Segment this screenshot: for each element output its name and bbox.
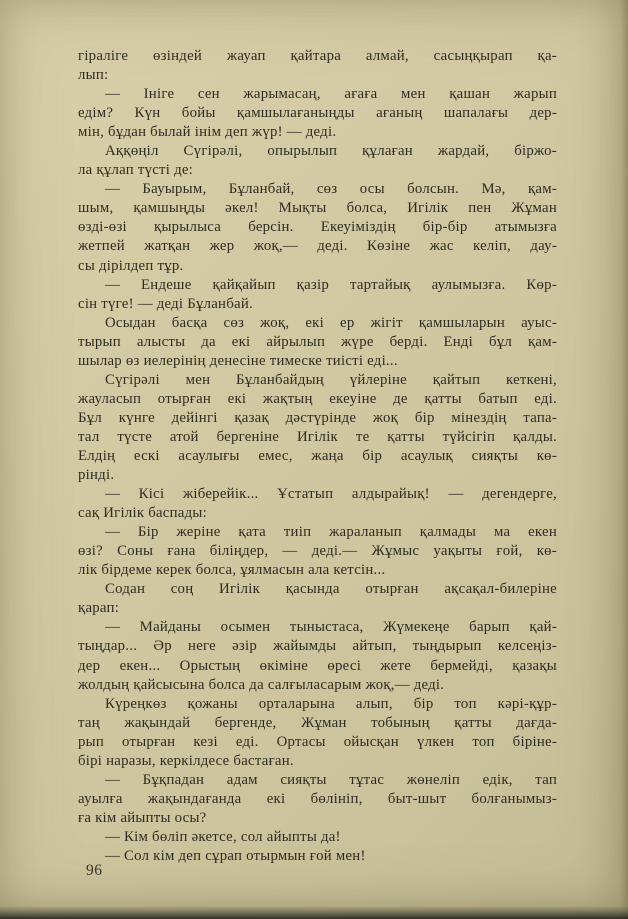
text-line: тырып алысты да екі айрылып жүре берді. Енді бұл қам-	[78, 333, 557, 350]
text-line: өзі? Соны ғана біліңдер, — деді.— Жұмыс уақыты ғой, кө-	[78, 543, 557, 560]
text-line: Елдің ескі асаулығы емес, жаңа бір асаулық сияқты кө-	[78, 447, 557, 464]
page-number: 96	[86, 862, 103, 879]
text-line: Осыдан басқа сөз жоқ, екі ер жігіт қамшыларын ауыс-	[105, 314, 557, 331]
text-line: Бұл күнге дейінгі қазақ дәстүрінде жоқ бір мінездің тапа-	[78, 409, 557, 426]
text-line: ла құлап түсті де:	[78, 162, 194, 179]
text-line: лып:	[78, 67, 109, 84]
text-line: сы дірілдеп тұр.	[78, 257, 184, 274]
text-line: ға кім айыпты осы?	[78, 809, 207, 826]
text-line: тыңдар... Әр неге әзір жайымды айтып, тыңдырып келсеңіз-	[78, 638, 557, 655]
text-line: — Ініге сен жарымасаң, ағаға мен қашан жарып	[105, 86, 557, 103]
text-line: — Ендеше қайқайып қазір тартайық аулымызға. Көр-	[105, 276, 557, 293]
text-line: — Кім бөліп әкетсе, сол айыпты да!	[105, 828, 341, 845]
text-line: лік бірдеме керек болса, ұялмасын ала кетсін...	[78, 562, 386, 579]
text-line: жолдың қайсысына болса да салғыласарым жоқ,— деді.	[78, 676, 445, 693]
text-line: — Бауырым, Бұланбай, сөз осы болсын. Мә, қам-	[105, 181, 557, 198]
text-line: бірі наразы, керкілдесе бастаған.	[78, 752, 294, 769]
text-line: — Бір жеріне қата тиіп жараланып қалмады ма екен	[105, 524, 557, 541]
text-line: рып отырған кезі еді. Ортасы ойысқан үлкен топ біріне-	[78, 733, 557, 750]
text-block	[78, 47, 557, 866]
text-line: — Кісі жіберейік... Ұстатып алдырайық! — дегендерге,	[105, 486, 557, 503]
text-line: тал түсте атой бергеніне Игілік те қатты түйсігіп қалды.	[78, 428, 557, 445]
text-line: мін, бұдан былай інім деп жүр! — деді.	[78, 124, 337, 141]
text-line: сін түге! — деді Бұланбай.	[78, 295, 253, 312]
text-line: жауласып отырған екі жақтың екеуіне де қатты батып еді.	[78, 390, 557, 407]
text-line: Аққөңіл Сүгірәлі, опырылып құлаған жардай, біржо-	[105, 143, 557, 160]
text-line: едім? Күн бойы қамшылағаныңды ағаның шапалағы дер-	[78, 105, 557, 122]
scan-right-edge-shadow	[620, 0, 628, 919]
text-line: гіраліге өзіндей жауап қайтара алмай, сасыңқырап қа-	[78, 48, 557, 64]
text-line: — Майданы осымен тыныстаса, Жүмекеңе барып қай-	[105, 619, 557, 636]
text-line: — Бұқпадан адам сияқты тұтас жөнеліп едік, тап	[105, 771, 557, 788]
text-line: таң жақындай бергенде, Жұман тобының қатты дағда-	[78, 714, 557, 731]
text-line: Сүгірәлі мен Бұланбайдың үйлеріне қайтып кеткені,	[105, 371, 557, 388]
text-line: өзді-өзі қырылыса берсін. Екеуіміздің бір-бір атымызға	[78, 219, 557, 236]
text-line: шылар өз иелерінің денесіне тимеске тиісті еді...	[78, 352, 398, 369]
text-line: ауылға жақындағанда екі бөлініп, быт-шыт болғанымыз-	[78, 790, 557, 807]
text-line: қарап:	[78, 600, 120, 617]
text-line: — Сол кім деп сұрап отырмын ғой мен!	[105, 847, 366, 864]
text-line: дер екен... Орыстың өкіміне өресі жете бермейді, қазақы	[78, 657, 557, 674]
text-line: рінді.	[78, 467, 115, 484]
text-line: жетпей жатқан жер жоқ,— деді. Көзіне жас келіп, дау-	[78, 238, 557, 255]
text-line: сақ Игілік баспады:	[78, 505, 207, 522]
text-line: шым, қамшыңды әкел! Мықты болса, Игілік пен Жұман	[78, 200, 557, 217]
text-line: Содан соң Игілік қасында отырған ақсақал-билеріне	[105, 581, 557, 598]
scan-bottom-edge-shadow	[0, 906, 628, 919]
text-line: Күреңкөз қожаны орталарына алып, бір топ кәрі-құр-	[105, 695, 557, 712]
